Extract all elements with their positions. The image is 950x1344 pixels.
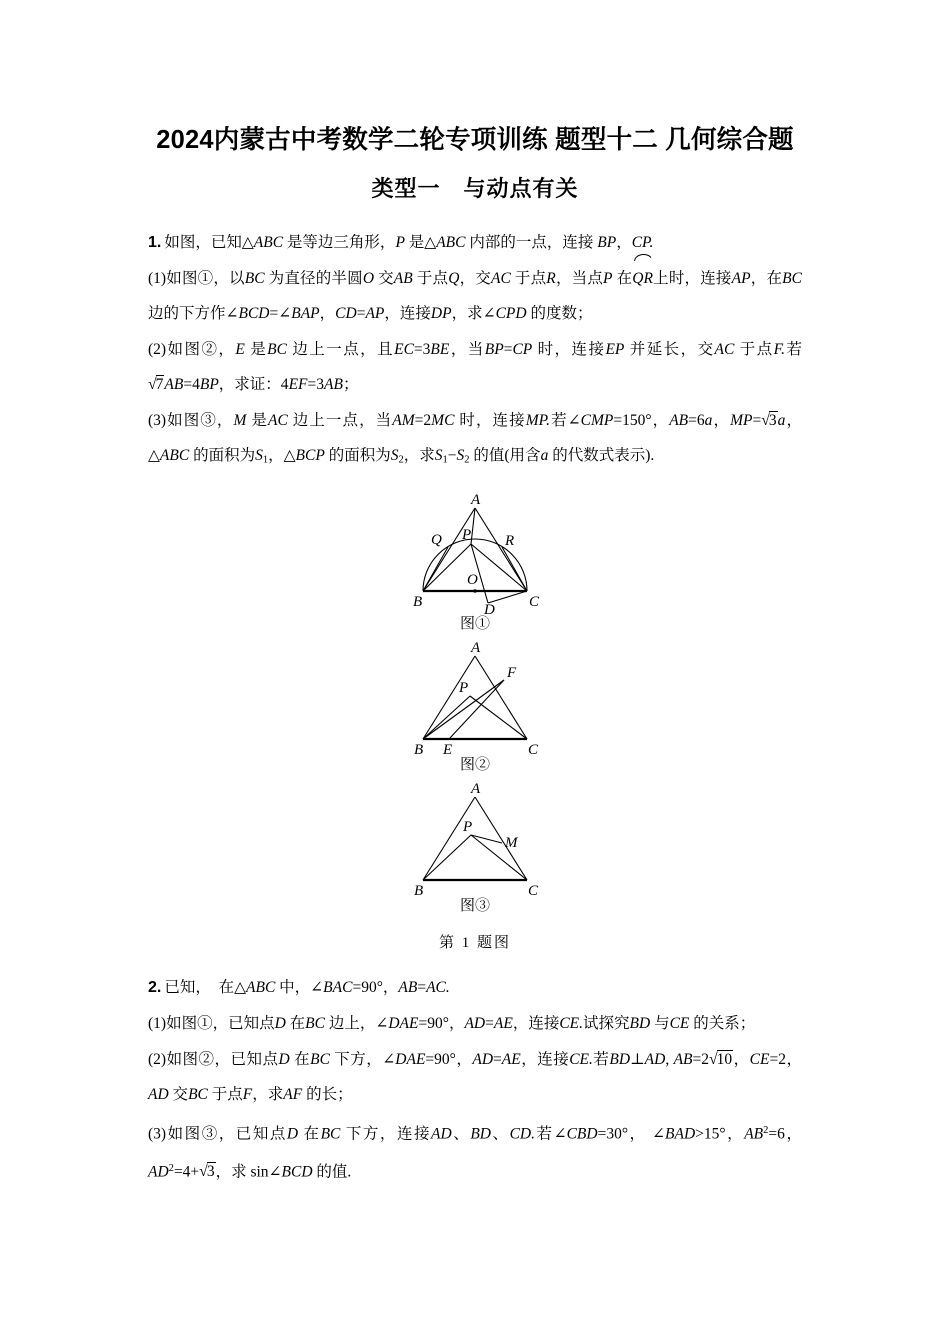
center-point-o [473,589,477,593]
q1p3-s1: S [255,446,263,464]
figure-3-row [148,780,802,898]
q2-ab: AB [398,978,418,996]
q2p3-t3: 下方，连接 [345,1125,432,1143]
segment-bp [423,544,471,591]
q1-var-abc-1: ABC [253,233,284,251]
q1p2-t10: 若 [785,340,802,358]
q1-var-p: P [395,233,405,251]
figure-2-label-B: B [414,741,424,757]
q1p3-t11: ，△ [148,411,802,464]
q1p3-t7: =150°， [613,411,670,429]
q1-var-cp: CP. [631,233,654,251]
q1p3-t14: 的面积为 [328,446,391,464]
q1p1-arc-qr: QR [632,269,653,287]
q1p1-dp: DP [430,304,452,322]
q1p3-s1-sub: 1 [262,453,269,465]
q1p2-bp: BP [484,340,504,358]
q1p3-t6: 若∠ [549,411,581,429]
segment-cr [502,547,527,591]
q1p1-cpd: CPD [495,304,527,322]
q2p1-t4: =90°， [418,1014,465,1032]
segment-ac [475,508,527,591]
q1p3-mp2: MP [730,411,753,429]
q2p2-ad3: AD [148,1085,169,1103]
q2p3-ab: AB [744,1125,764,1143]
q1p3-a1: a [704,411,713,429]
q2-bac: BAC [323,978,353,996]
q2-abc: ABC [246,978,276,996]
q2p1-ce: CE. [559,1014,584,1032]
q1p2-ec: EC [394,340,414,358]
q1p3-s2b-sub: 2 [464,453,470,465]
question-2-part-2 [148,1042,802,1112]
q1p2-cp: CP [512,340,533,358]
q2p1-t3: 边上，∠ [328,1014,389,1032]
question-2 [148,970,802,1190]
question-1-number: 1. [148,233,162,251]
q1p1-t2: 为直径的半圆 [268,269,363,287]
q2p3-t1: (3)如图③，已知点 [148,1125,287,1143]
q1p3-a3: a [540,446,549,464]
question-1-part-2 [148,332,802,402]
q2p2-t11: ， [733,1050,750,1068]
figure-2-caption: 图② [459,756,490,773]
q1p2-t9: 于点 [739,340,774,358]
q2p2-t5: = [493,1050,502,1068]
q1p1-eq1: =∠ [269,304,292,322]
q2p3-t4: 、 [451,1125,471,1143]
q1p1-t6: 于点 [514,269,547,287]
radical-sign-icon: √ [148,375,157,393]
question-1-figures [148,491,802,952]
q1p2-bc: BC [267,340,287,358]
q2p3-sqrt3: 3 [206,1163,215,1181]
q2p1-ae: AE [493,1014,513,1032]
q2p1-t2: 在 [289,1014,306,1032]
figure-set-caption: 第 1 题图 [438,934,511,951]
segment-ab-f2 [423,656,475,739]
q1p3-s2b: S [456,446,465,464]
q2p3-ad2: AD [148,1163,169,1181]
q1p2-t3: 边上一点，且 [292,340,395,358]
q2p3-t7: =30°， [597,1125,647,1143]
q2-ac: AC. [426,978,450,996]
figure-1-caption: 图① [459,615,490,632]
q2p2-bc2: BC [188,1085,208,1103]
q2p2-t4: =90°， [425,1050,473,1068]
question-2-number: 2. [148,978,162,996]
segment-ef-f2 [449,680,504,739]
q2p2-t7: 若 [592,1050,610,1068]
q2p2-t9: , [665,1050,674,1068]
q1p3-t9: ， [712,411,731,429]
arc-qr-notation [632,261,653,296]
q1p2-t12: ，求证：4 [218,375,289,393]
q2-stem-t1: 已知， 在△ [164,978,247,996]
q1p3-s2-sub: 2 [398,453,404,465]
q2p2-t13: 交 [172,1085,189,1103]
question-1-part-3 [148,403,802,477]
figure-1-label-Q: Q [431,531,442,548]
question-2-part-3 [148,1113,802,1190]
q1p3-t8: =6 [688,411,705,429]
q1-var-abc-2: ABC [436,233,466,251]
q1p1-t11: 边的下方作∠ [148,304,239,322]
q2p2-d: D [278,1050,290,1068]
q2p3-t12: ，求 sin∠ [215,1163,282,1181]
q1p1-t5: ，交 [459,269,491,287]
q2p2-t8: ⊥ [630,1050,645,1068]
q1p3-t12: 的面积为 [193,446,256,464]
q1p1-t4: 于点 [416,269,449,287]
q1p3-ac: AC [267,411,288,429]
figure-2-row [148,639,802,757]
question-1-stem [148,225,802,260]
radical-sign-icon-2: √ [761,411,770,429]
q1-stem-comma: ， [616,233,632,251]
q2p2-ce: CE. [569,1050,593,1068]
q2p1-t9: 的关系； [693,1014,756,1032]
q1p2-t1: (2)如图②， [148,340,236,358]
q1p3-t16: 的值(用含 [473,446,541,464]
q1p1-q: Q [448,269,460,287]
figure-2-label-A: A [471,639,481,656]
q1p3-mc: MC [431,411,455,429]
figure-1-label-R: R [505,532,515,549]
q2p1-dae: DAE [388,1014,419,1032]
q2p2-t6: ，连接 [520,1050,570,1068]
radical-sign-icon-4: √ [199,1163,208,1181]
q2p1-t7: 试探究 [583,1014,630,1032]
q2p3-t5: 、 [490,1125,510,1143]
q2p3-t9: >15°， [695,1125,745,1143]
q1-stem-text-3: 是△ [408,233,437,251]
q2p2-t15: ，求 [252,1085,284,1103]
q1-stem-text-2: 是等边三角形， [286,233,396,251]
q2p2-dae: DAE [395,1050,426,1068]
segment-cp [471,544,527,591]
q2p2-bd: BD [609,1050,631,1068]
q1p2-t4: =3 [413,340,431,358]
q2p3-t13: 的值. [316,1163,352,1181]
q1p2-t5: ，当 [449,340,485,358]
figure-1-label-O: O [467,571,478,588]
q1p1-r: R [546,269,556,287]
figure-3-label-B: B [414,882,424,898]
figure-2-diagram [385,639,565,757]
q1p3-a2: a [777,411,786,429]
q2p2-t10: =2 [692,1050,709,1068]
q1p1-ap: AP [731,269,751,287]
sqrt-3-b [199,1163,215,1180]
q2-stem-t3: =90°， [352,978,399,996]
q1p1-t15: 的度数； [530,304,593,322]
q2p3-ad: AD [431,1125,452,1143]
segment-cp-f2 [470,696,527,739]
document-content [148,0,802,1189]
q1p1-t12: ， [319,304,336,322]
q1p3-t13: ，△ [268,446,296,464]
q1p3-am: AM [392,411,415,429]
figure-1-diagram [385,491,565,616]
radical-sign-icon-3: √ [709,1050,718,1068]
q1p1-p: P [603,269,613,287]
q1p1-bc2: BC [782,269,802,287]
q1p3-t15: ，求 [403,446,435,464]
q2p1-t6: ，连接 [512,1014,560,1032]
figure-1-row [148,491,802,616]
q1p3-m: M [233,411,247,429]
q2p2-af: AF [283,1085,303,1103]
q2p2-ad: AD [472,1050,494,1068]
section-subtitle: 类型一 与动点有关 [371,175,579,201]
q1-stem-text-1: 如图，已知△ [164,233,254,251]
q2p3-d: D [286,1125,299,1143]
q1p1-eq2: = [356,304,366,322]
q2p2-t2: 在 [294,1050,311,1068]
figure-3-label-P: P [463,818,473,835]
figure-1-label-A: A [471,491,481,508]
q1p1-t13: ，连接 [384,304,431,322]
q2p1-d: D [274,1014,286,1032]
q2p2-ad2: AD [644,1050,666,1068]
q1p1-t7: ，当点 [555,269,604,287]
q2p3-bd: BD [470,1125,491,1143]
q1p3-cmp: CMP [580,411,614,429]
figure-3-label-C: C [528,882,539,898]
q1p1-t8: 在 [616,269,633,287]
q1p1-ab: AB [393,269,413,287]
q1-stem-text-4: 内部的一点，连接 [469,233,594,251]
q1p2-t6: = [503,340,513,358]
segment-ac-f2 [475,656,527,739]
q2p3-ab-sup: 2 [763,1124,769,1136]
q1p3-sqrt3: 3 [768,411,777,429]
q1p2-t13: =3 [307,375,324,393]
figure-2-label-E: E [443,741,453,757]
q2p1-ce2: CE [669,1014,690,1032]
question-1 [148,225,802,952]
q1p2-t2: 是 [250,340,268,358]
q2p1-ad: AD [464,1014,486,1032]
q2p3-cbd: CBD [566,1125,598,1143]
figure-1-label-C: C [529,593,540,610]
q1p2-t14: ； [342,375,359,393]
q2p2-sqrt10: 10 [716,1050,733,1068]
q1p3-minus: − [447,446,457,464]
q1p3-s2: S [390,446,399,464]
figure-3-diagram [385,780,565,898]
figure-3-label-M: M [505,834,518,851]
q1p3-t5: 时，连接 [459,411,526,429]
q1p3-s1b-sub: 1 [442,453,448,465]
sqrt-10 [709,1051,733,1068]
q1p2-ep: EP [605,340,625,358]
q2p2-t1: (2)如图②，已知点 [148,1050,279,1068]
q1-var-bp: BP [597,233,617,251]
figure-3-caption: 图③ [459,897,490,914]
q1p2-ab: AB [164,375,184,393]
segment-bq [423,547,448,591]
q2p3-t2: 在 [303,1125,321,1143]
q1p3-bcp: BCP [295,446,325,464]
q2p2-bc: BC [310,1050,330,1068]
question-1-part-1 [148,261,802,331]
q2p1-t8: 与 [654,1014,670,1032]
q2p2-t14: 于点 [211,1085,243,1103]
q2p2-f: F [242,1085,253,1103]
q1p1-t14: ，求∠ [451,304,496,322]
q2p3-bcd: BCD [281,1163,313,1181]
q1p3-ab: AB [669,411,689,429]
q1p1-bc: BC [244,269,265,287]
q1p1-t10: ，在 [750,269,783,287]
q2p3-cd: CD. [509,1125,535,1143]
figure-2-label-C: C [528,741,539,757]
q2p2-t16: 的长； [306,1085,353,1103]
q2p1-t1: (1)如图①，已知点 [148,1014,275,1032]
q1p3-t17: 的代数式表示). [552,446,655,464]
q1p3-t4: =2 [414,411,432,429]
q1p3-t1: (3)如图③， [148,411,234,429]
q1p3-t2: 是 [251,411,268,429]
figure-1-label-P: P [462,526,472,543]
sqrt-3 [761,412,777,429]
q2p3-t8: ∠ [652,1125,666,1143]
q1p1-ac: AC [491,269,511,287]
q2p2-ce2: CE [749,1050,770,1068]
q2p1-t5: = [485,1014,494,1032]
q1p2-sqrt7: 7 [155,375,164,393]
q2-stem-t2: 中，∠ [279,978,324,996]
q1p2-e: E [235,340,245,358]
q1p3-s1b: S [434,446,443,464]
q2p3-bc: BC [320,1125,341,1143]
q2p3-t10: =6， [768,1125,802,1143]
q1p1-ap2: AP [365,304,385,322]
q1p3-t10: = [752,411,762,429]
q1p2-f: F. [773,340,785,358]
q2-stem-t4: = [417,978,427,996]
q2p2-ae: AE [501,1050,521,1068]
q2p1-bd: BD [629,1014,651,1032]
figure-1-label-D: D [484,601,495,616]
q1p1-cd: CD [335,304,357,322]
q1p1-bap: BAP [291,304,320,322]
q2p3-bad: BAD [665,1125,696,1143]
q1p2-t8: 并延长，交 [629,340,715,358]
q1p2-ab2: AB [324,375,343,393]
q1p2-be: BE [430,340,450,358]
q1p2-t11: =4 [183,375,200,393]
q1p2-bp2: BP [199,375,219,393]
figure-1-label-B: B [413,593,423,610]
q1p1-bcd: BCD [238,304,270,322]
figure-2-label-P: P [459,679,469,696]
figure-3-label-A: A [471,780,481,797]
q2p2-t12: =2， [769,1050,802,1068]
q2p3-ad-sup: 2 [168,1163,174,1175]
q1p3-mp: MP. [525,411,550,429]
q1p1-o: O [362,269,375,287]
q1p1-t9: 上时，连接 [652,269,732,287]
question-2-part-1 [148,1006,802,1041]
q1p1-t3: 交 [378,269,394,287]
q2p1-bc: BC [305,1014,325,1032]
q1p3-t3: 边上一点，当 [292,411,393,429]
sqrt-7 [148,376,164,393]
q2p2-t3: 下方，∠ [334,1050,396,1068]
figure-2-label-F: F [507,664,517,681]
q2p3-t11: =4+ [173,1163,200,1181]
q2p3-t6: 若∠ [535,1125,567,1143]
q1p2-ac: AC [714,340,735,358]
q1p3-abc: ABC [159,446,190,464]
page-title: 2024内蒙古中考数学二轮专项训练 题型十二 几何综合题 [156,126,794,154]
q1p1-t1: (1)如图①，以 [148,269,245,287]
q2p2-ab: AB [673,1050,693,1068]
q1p2-ef: EF [288,375,308,393]
question-2-stem [148,970,802,1005]
q1p2-t7: 时，连接 [537,340,606,358]
